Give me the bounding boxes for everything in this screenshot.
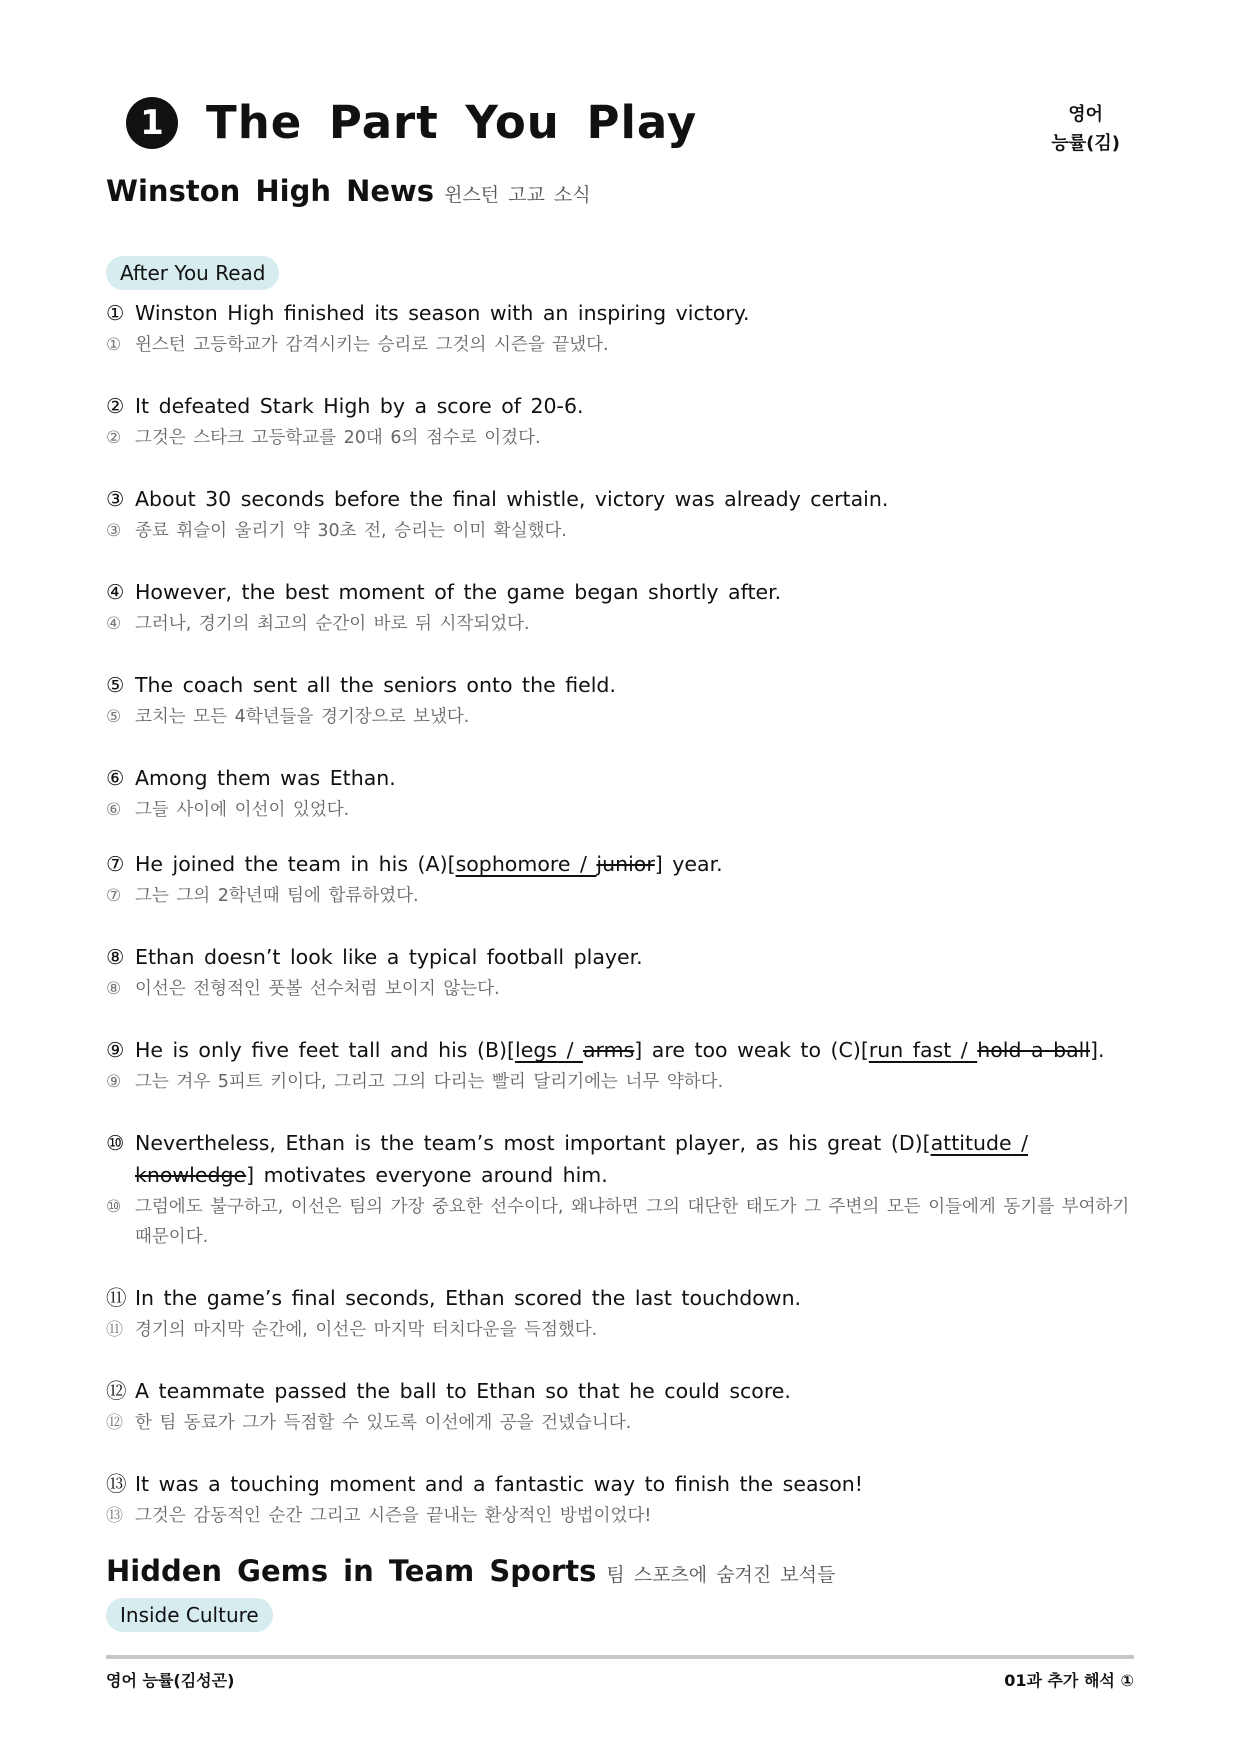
sentence-number: ⑨ <box>106 1038 125 1062</box>
section-heading-winston <box>106 174 591 208</box>
sentence-en-pre: He is only five feet tall and his (B)[ <box>135 1038 516 1062</box>
inside-culture-tag: Inside Culture <box>106 1598 273 1632</box>
sentence-ko: 그럼에도 불구하고, 이선은 팀의 가장 중요한 선수이다, 왜냐하면 그의 대단한 태도가 그 주변의 모든 이들에게 동기를 부여하기 때문이다. <box>135 1197 1130 1247</box>
sentence-number: ⑤ <box>106 673 125 697</box>
translation-number: ⑧ <box>106 979 122 999</box>
choice-b-wrong: arms <box>583 1038 635 1062</box>
sentence-1 <box>106 297 1134 360</box>
sentence-10 <box>106 1127 1134 1252</box>
translation-number: ① <box>106 335 122 355</box>
textbook-name: 능률(김) <box>1051 133 1120 154</box>
sentence-13 <box>106 1468 1134 1531</box>
sentence-number: ⑦ <box>106 852 125 876</box>
sentence-3 <box>106 483 1134 546</box>
sentence-ko: 윈스턴 고등학교가 감격시키는 승리로 그것의 시즌을 끝냈다. <box>135 335 609 355</box>
translation-number: ② <box>106 428 122 448</box>
translation-number: ⑩ <box>106 1197 122 1217</box>
translation-number: ③ <box>106 521 122 541</box>
sentence-en: Ethan doesn’t look like a typical football player. <box>135 945 643 969</box>
footer-divider <box>106 1655 1134 1659</box>
sentence-12 <box>106 1375 1134 1438</box>
translation-number: ⑫ <box>106 1413 123 1433</box>
sentence-ko: 경기의 마지막 순간에, 이선은 마지막 터치다운을 득점했다. <box>135 1320 598 1340</box>
sentence-en-post: ] motivates everyone around him. <box>246 1163 608 1187</box>
choice-c-correct: run fast <box>868 1038 952 1062</box>
translation-number: ⑤ <box>106 707 122 727</box>
translation-number: ④ <box>106 614 122 634</box>
sentence-en: Among them was Ethan. <box>135 766 396 790</box>
sentence-number: ② <box>106 394 125 418</box>
section-title-ko: 윈스턴 고교 소식 <box>444 184 591 206</box>
sentence-number: ④ <box>106 580 125 604</box>
sentence-ko: 종료 휘슬이 울리기 약 30초 전, 승리는 이미 확실했다. <box>135 521 567 541</box>
sentence-ko: 이선은 전형적인 풋볼 선수처럼 보이지 않는다. <box>135 979 500 999</box>
choice-d-separator: / <box>1011 1131 1029 1155</box>
sentence-ko: 그것은 감동적인 순간 그리고 시즌을 끝내는 환상적인 방법이었다! <box>135 1506 652 1526</box>
footer-textbook: 영어 능률(김성곤) <box>106 1671 235 1690</box>
sentence-ko: 그는 겨우 5피트 키이다, 그리고 그의 다리는 빨리 달리기에는 너무 약하다. <box>135 1072 724 1092</box>
sentence-en: However, the best moment of the game began shortly after. <box>135 580 782 604</box>
after-you-read-tag: After You Read <box>106 256 279 290</box>
sentence-number: ① <box>106 301 125 325</box>
footer-page-label: 01과 추가 해석 ① <box>1004 1671 1134 1690</box>
sentence-en-post: ] year. <box>654 852 723 876</box>
sentence-ko: 코치는 모든 4학년들을 경기장으로 보냈다. <box>135 707 470 727</box>
sentence-number: ⑫ <box>106 1379 127 1403</box>
translation-number: ⑨ <box>106 1072 122 1092</box>
choice-d-wrong: knowledge <box>135 1163 247 1187</box>
sentence-number: ⑪ <box>106 1286 127 1310</box>
sentence-number: ③ <box>106 487 125 511</box>
page-title <box>126 96 697 149</box>
subject-name: 영어 <box>1068 104 1104 125</box>
sentence-5 <box>106 669 1134 732</box>
lesson-title: The Part You Play <box>206 96 698 149</box>
choice-c-separator: / <box>951 1038 978 1062</box>
sentence-en-mid: ] are too weak to (C)[ <box>634 1038 869 1062</box>
translation-number: ⑦ <box>106 886 122 906</box>
choice-b-separator: / <box>557 1038 583 1062</box>
sentence-7 <box>106 848 1134 911</box>
sentence-8 <box>106 941 1134 1004</box>
sentence-en: Winston High finished its season with an inspiring victory. <box>135 301 750 325</box>
translation-number: ⑪ <box>106 1320 123 1340</box>
choice-a-wrong: junior <box>596 852 655 876</box>
sentence-en: A teammate passed the ball to Ethan so that he could score. <box>135 1379 791 1403</box>
section-title-en: Winston High News <box>106 174 435 208</box>
sentence-ko: 한 팀 동료가 그가 득점할 수 있도록 이선에게 공을 건넸습니다. <box>135 1413 632 1433</box>
sentence-4 <box>106 576 1134 639</box>
sentence-ko: 그들 사이에 이선이 있었다. <box>135 800 350 820</box>
sentence-number: ⑧ <box>106 945 125 969</box>
section-title-en: Hidden Gems in Team Sports <box>106 1554 597 1588</box>
sentence-en-post: ]. <box>1090 1038 1105 1062</box>
choice-d-correct: attitude <box>930 1131 1012 1155</box>
section-title-ko: 팀 스포츠에 숨겨진 보석들 <box>606 1564 836 1586</box>
choice-b-correct: legs <box>515 1038 558 1062</box>
lesson-number-badge: 1 <box>126 97 178 149</box>
sentence-en: In the game’s final seconds, Ethan scored the last touchdown. <box>135 1286 802 1310</box>
sentence-en: It was a touching moment and a fantastic way to finish the season! <box>135 1472 863 1496</box>
sentence-en-pre: Nevertheless, Ethan is the team’s most important player, as his great (D)[ <box>135 1131 931 1155</box>
sentence-number: ⑬ <box>106 1472 127 1496</box>
subject-tag <box>1051 100 1120 158</box>
sentence-ko: 그러나, 경기의 최고의 순간이 바로 뒤 시작되었다. <box>135 614 530 634</box>
sentence-number: ⑩ <box>106 1131 125 1155</box>
sentence-en: It defeated Stark High by a score of 20-6. <box>135 394 584 418</box>
choice-a-correct: sophomore <box>455 852 571 876</box>
translation-number: ⑬ <box>106 1506 123 1526</box>
section-heading-hidden-gems <box>106 1554 835 1588</box>
sentence-9 <box>106 1034 1134 1097</box>
choice-a-separator: / <box>570 852 597 876</box>
sentence-11 <box>106 1282 1134 1345</box>
sentence-en: About 30 seconds before the final whistle, victory was already certain. <box>135 487 889 511</box>
sentence-6 <box>106 762 1134 825</box>
sentence-en-pre: He joined the team in his (A)[ <box>135 852 456 876</box>
sentence-2 <box>106 390 1134 453</box>
sentence-number: ⑥ <box>106 766 125 790</box>
sentence-ko: 그는 그의 2학년때 팀에 합류하였다. <box>135 886 419 906</box>
translation-number: ⑥ <box>106 800 122 820</box>
sentence-en: The coach sent all the seniors onto the field. <box>135 673 616 697</box>
choice-c-wrong: hold a ball <box>977 1038 1091 1062</box>
sentence-ko: 그것은 스타크 고등학교를 20대 6의 점수로 이겼다. <box>135 428 541 448</box>
